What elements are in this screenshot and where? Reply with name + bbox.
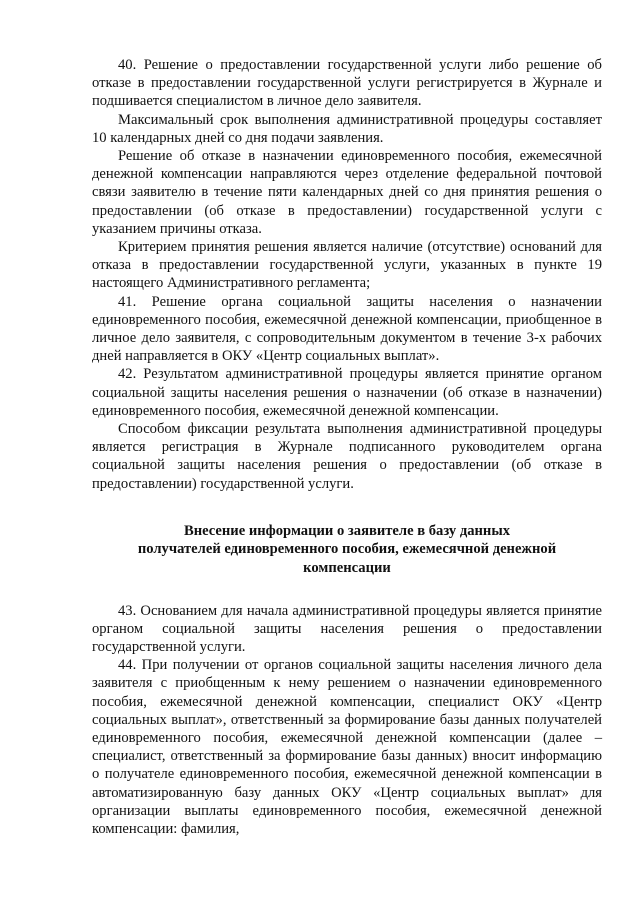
section-heading-line-1: Внесение информации о заявителе в базу данных [183,522,511,539]
paragraph-refusal-notice: Решение об отказе в назначении единовременного пособия, ежемесячной денежной компенсации направляются через отделение федеральной почтовой связи заявителю в течение пяти календарных дней со дня принятия решения о предоставлении (об отказе в предоставлении) государственной услуги с указанием причины отказа. [92,148,602,237]
paragraph-42: 42. Результатом административной процедуры является принятие органом социальной защиты населения решения о назначении (об отказе в назначении) единовременного пособия, ежемесячной денежной компенсации. [92,366,602,419]
paragraph-41: 41. Решение органа социальной защиты населения о назначении единовременного пособия, ежемесячной денежной компенсации, приобщенное в личное дело заявителя, с сопроводительным документом в течение 3-х рабочих дней направляется в ОКУ «Центр социальных выплат». [92,293,602,365]
section-heading-line-2: получателей единовременного пособия, ежемесячной денежной [137,541,557,558]
spacer [92,578,602,602]
paragraph-max-term: Максимальный срок выполнения административной процедуры составляет 10 календарных дней со дня подачи заявления. [92,111,602,146]
paragraph-fixation-method: Способом фиксации результата выполнения административной процедуры является регистрация в Журнале подписанного руководителем органа социальной защиты населения решения о предоставлении (об отказе в предоставлении) государственной услуги. [92,421,602,492]
section-heading [92,522,602,578]
spacer [92,493,602,522]
paragraph-decision-criterion: Критерием принятия решения является наличие (отсутствие) оснований для отказа в предоставлении государственной услуги, указанных в пункте 19 настоящего Административного регламента; [92,239,602,292]
section-heading-line-3: компенсации [303,560,391,577]
paragraph-40: 40. Решение о предоставлении государственной услуги либо решение об отказе в предоставлении государственной услуги регистрируется в Журнале и подшивается специалистом в личное дело заявителя. [92,57,602,110]
paragraph-44: 44. При получении от органов социальной защиты населения личного дела заявителя с приобщенным к нему решением о назначении единовременного пособия, ежемесячной денежной компенсации, специалист ОКУ «Центр социальных выплат», ответственный за формирование базы данных получателей единовременного пособия, ежемесячной денежной компенсации (далее – специалист, ответственный за формирование базы данных) вносит информацию о получателе единовременного пособия, ежемесячной денежной компенсации в автоматизированную базу данных ОКУ «Центр социальных выплат» для организации выплаты единовременного пособия, ежемесячной денежной компенсации: фамилия, [92,657,602,838]
paragraph-43: 43. Основанием для начала административной процедуры является принятие органом социальной защиты населения решения о предоставлении государственной услуги. [92,602,602,656]
